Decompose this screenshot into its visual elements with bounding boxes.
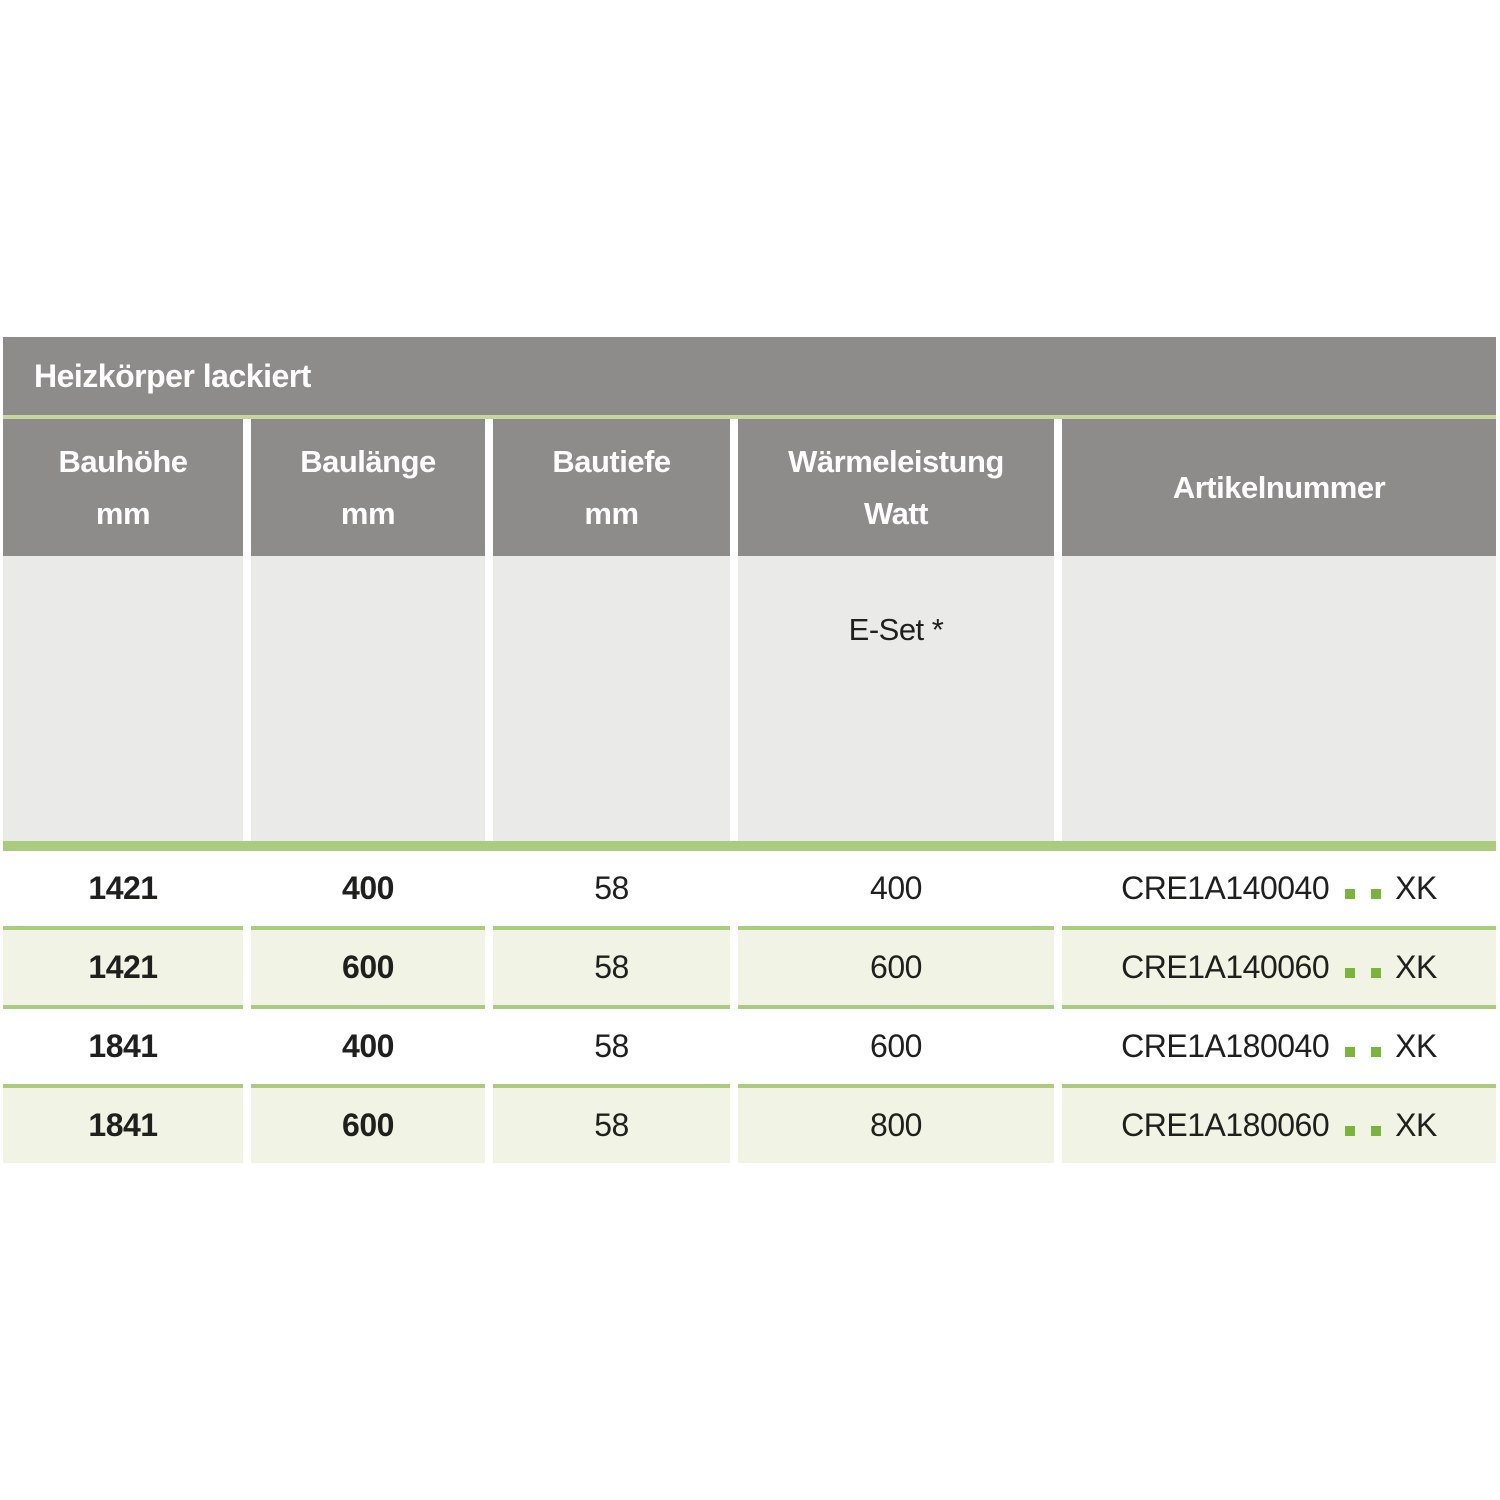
artikel-prefix: CRE1A180060 (1121, 1107, 1330, 1143)
header-cell-waermeleistung (738, 419, 1054, 556)
cell-artikelnummer (1062, 926, 1496, 1005)
table-title: Heizkörper lackiert (34, 357, 311, 394)
cell-baulaenge: 400 (251, 1005, 485, 1084)
header-cell-artikelnummer (1062, 419, 1496, 556)
cell-baulaenge: 600 (251, 926, 485, 1005)
table-row (3, 1005, 1496, 1084)
subheader-cell-bauhoehe (3, 556, 243, 841)
cell-artikelnummer (1062, 1084, 1496, 1163)
header-label: Bauhöhe (58, 443, 188, 479)
cell-bauhoehe: 1841 (3, 1084, 243, 1163)
subheader-cell-artikelnummer (1062, 556, 1496, 841)
table-subheader-row (3, 556, 1496, 841)
table-title-bar (3, 337, 1496, 415)
subheader-cell-baulaenge (251, 556, 485, 841)
cell-bautiefe: 58 (493, 1005, 730, 1084)
table-header-row (3, 419, 1496, 556)
cell-bauhoehe: 1841 (3, 1005, 243, 1084)
color-code-dot-icon (1371, 1126, 1381, 1136)
cell-bauhoehe: 1421 (3, 851, 243, 926)
color-code-dot-icon (1371, 889, 1381, 899)
radiator-spec-table (3, 337, 1496, 1163)
color-code-dots (1329, 1028, 1381, 1065)
artikel-prefix: CRE1A140040 (1121, 870, 1330, 906)
subheader-cell-eset (738, 556, 1054, 841)
header-unit: mm (584, 495, 639, 531)
cell-baulaenge: 600 (251, 1084, 485, 1163)
subheader-cell-bautiefe (493, 556, 730, 841)
artikel-prefix: CRE1A180040 (1121, 1028, 1330, 1064)
color-code-dot-icon (1345, 968, 1355, 978)
eset-label: E-Set * (848, 612, 944, 647)
header-cell-bauhoehe (3, 419, 243, 556)
cell-bautiefe: 58 (493, 926, 730, 1005)
table-row (3, 851, 1496, 926)
cell-artikelnummer (1062, 1005, 1496, 1084)
color-code-dot-icon (1345, 1126, 1355, 1136)
header-cell-baulaenge (251, 419, 485, 556)
color-code-dot-icon (1371, 968, 1381, 978)
color-code-dots (1329, 1107, 1381, 1144)
color-code-dot-icon (1345, 889, 1355, 899)
cell-bautiefe: 58 (493, 851, 730, 926)
cell-bautiefe: 58 (493, 1084, 730, 1163)
artikel-suffix: XK (1395, 870, 1437, 906)
table-row (3, 926, 1496, 1005)
cell-bauhoehe: 1421 (3, 926, 243, 1005)
color-code-dots (1329, 949, 1381, 986)
cell-artikelnummer (1062, 851, 1496, 926)
cell-watt: 400 (738, 851, 1054, 926)
header-label: Artikelnummer (1172, 469, 1386, 505)
table-divider-bar (3, 841, 1496, 851)
color-code-dot-icon (1371, 1047, 1381, 1057)
header-unit: mm (95, 495, 151, 531)
header-cell-bautiefe (493, 419, 730, 556)
header-label: Baulänge (300, 443, 436, 479)
color-code-dots (1329, 870, 1381, 907)
header-label: Wärmeleistung (788, 443, 1004, 479)
artikel-prefix: CRE1A140060 (1121, 949, 1330, 985)
cell-baulaenge: 400 (251, 851, 485, 926)
cell-watt: 800 (738, 1084, 1054, 1163)
header-unit: mm (340, 495, 396, 531)
cell-watt: 600 (738, 1005, 1054, 1084)
header-unit: Watt (864, 495, 928, 531)
color-code-dot-icon (1345, 1047, 1355, 1057)
artikel-suffix: XK (1395, 1028, 1437, 1064)
header-label: Bautiefe (552, 443, 671, 479)
table-row (3, 1084, 1496, 1163)
artikel-suffix: XK (1395, 949, 1437, 985)
cell-watt: 600 (738, 926, 1054, 1005)
artikel-suffix: XK (1395, 1107, 1437, 1143)
